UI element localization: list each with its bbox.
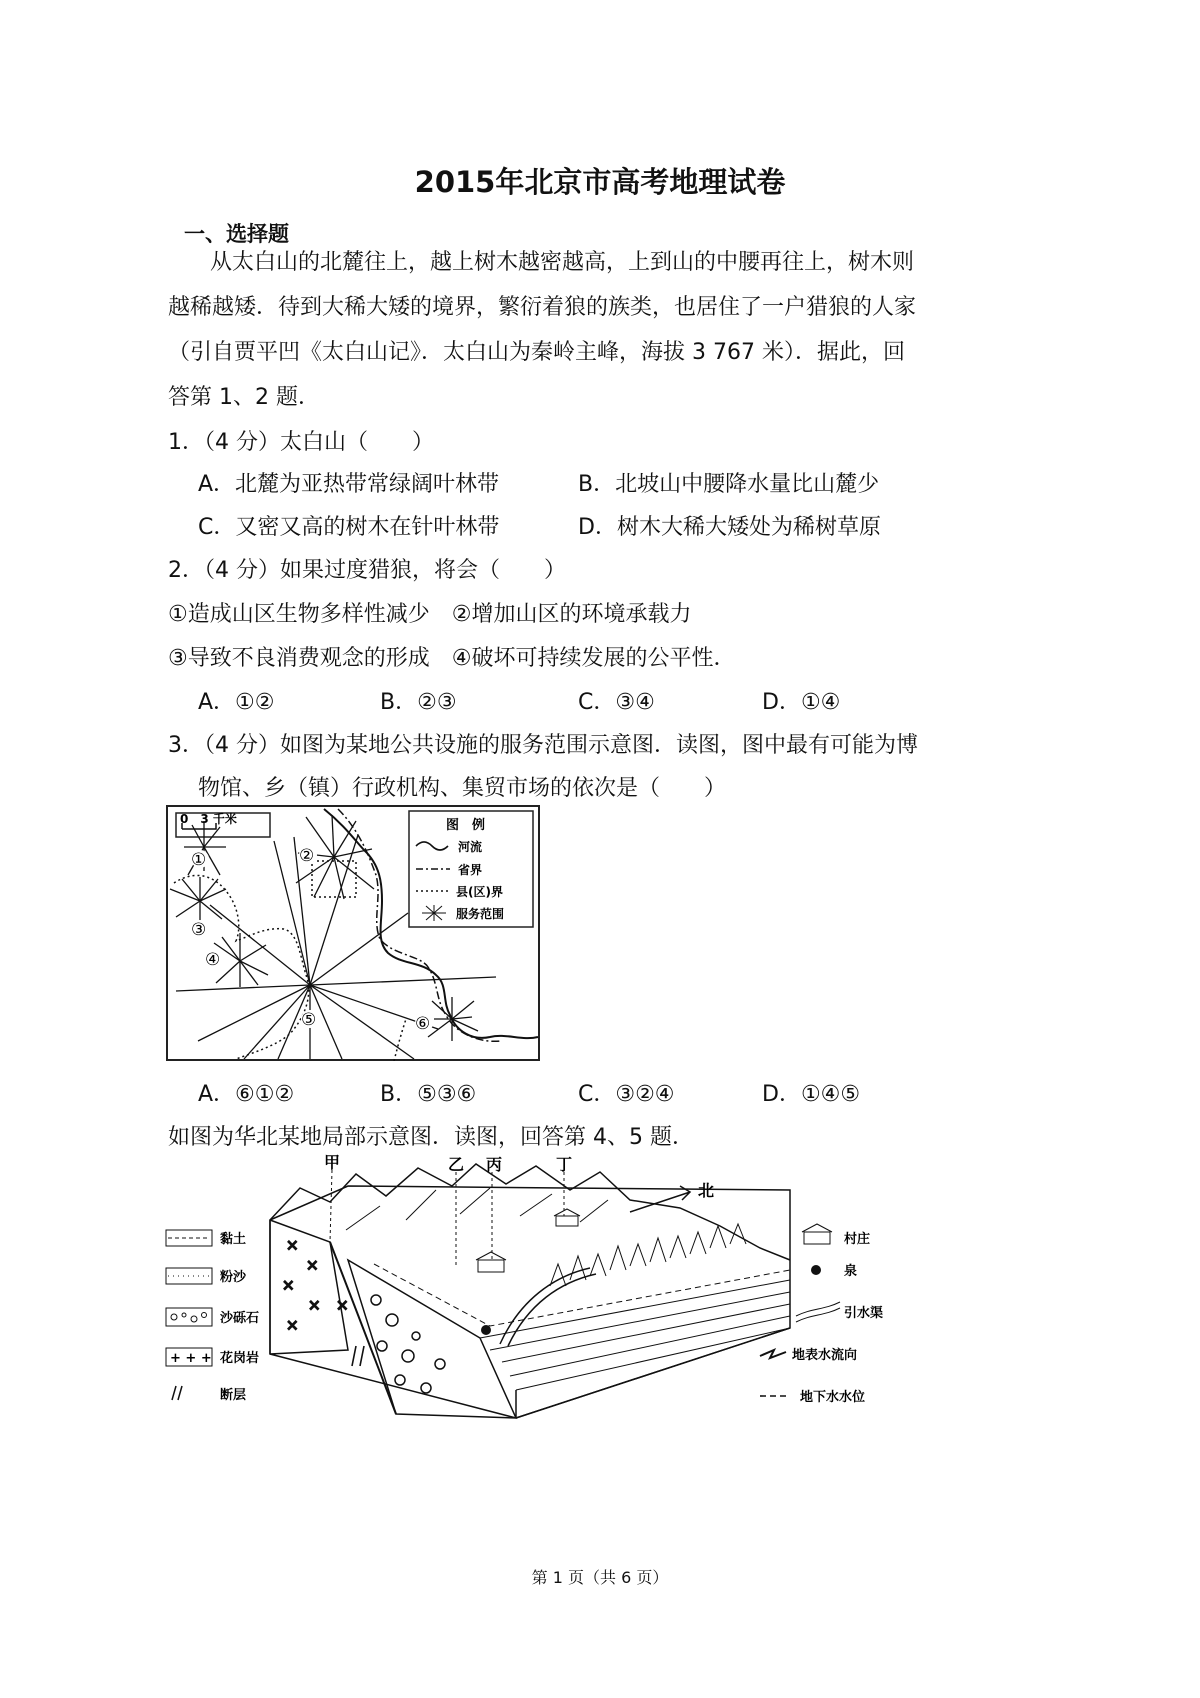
question-2-option-d: D．①④ [762,690,841,715]
legend-surface-flow-symbol [760,1350,786,1358]
legend-title: 图 例 [446,818,486,833]
legend-spring-symbol [811,1265,821,1275]
page-title: 2015年北京市高考地理试卷 [414,165,786,199]
map-marker-6: ⑥ [415,1014,431,1034]
svg-text:×: × [282,1276,295,1294]
label-yi: 乙 [448,1155,465,1174]
question-3-stem-line-1: 3．（4 分）如图为某地公共设施的服务范围示意图．读图，图中最有可能为博 [168,733,918,758]
question-1-option-d: D．树木大稀大矮处为稀树草原 [578,515,881,540]
svg-text:+ + +: + + + [170,1351,212,1366]
map-marker-4: ④ [205,950,221,970]
legend-service-range-label: 服务范围 [456,907,505,921]
svg-text:×: × [308,1296,321,1314]
label-bing: 丙 [486,1155,503,1174]
map-marker-3: ③ [191,920,207,940]
question-2-statements-1: ①造成山区生物多样性减少 ②增加山区的环境承载力 [168,602,692,627]
service-range-map [166,805,540,1061]
question-2-option-a: A．①② [198,690,275,715]
legend-county-border-label: 县(区)界 [456,885,503,899]
svg-text:×: × [286,1316,299,1334]
question-2-statements-2: ③导致不良消费观念的形成 ④破坏可持续发展的公平性． [168,646,736,671]
question-2-option-c: C．③④ [578,690,655,715]
intro-line-4: 答第 1、2 题． [168,385,320,410]
map-marker-2: ② [299,846,315,866]
label-jia: 甲 [324,1153,341,1172]
legend-river-label: 河流 [458,840,483,854]
question-3-stem-line-2: 物馆、乡（镇）行政机构、集贸市场的依次是（ ） [198,776,727,801]
question-1-stem: 1．（4 分）太白山（ ） [168,430,434,455]
intro-line-3: （引自贾平凹《太白山记》．太白山为秦岭主峰，海拔 3 767 米）．据此，回 [168,340,905,365]
legend-canal-symbol [796,1302,840,1322]
label-ding: 丁 [556,1155,573,1174]
intro-line-2: 越稀越矮．待到大稀大矮的境界，繁衍着狼的族类，也居住了一户猎狼的人家 [168,295,917,320]
question-1-option-a: A．北麓为亚热带常绿阔叶林带 [198,472,500,497]
block-body [270,1164,790,1418]
legend-spring-label: 泉 [844,1264,858,1279]
page-footer: 第 1 页（共 6 页） [531,1568,669,1587]
question-3-option-d: D．①④⑤ [762,1082,861,1107]
north-label: 北 [698,1181,715,1200]
svg-text:×: × [306,1256,319,1274]
question-1-option-c: C．又密又高的树木在针叶林带 [198,515,500,540]
map-marker-1: ① [191,850,207,870]
spring-marker [481,1325,491,1335]
map-legend [409,811,533,927]
legend-silt-label: 粉沙 [220,1270,247,1285]
question-3-option-a: A．⑥①② [198,1082,295,1107]
question-3-option-c: C．③②④ [578,1082,675,1107]
scale-label: 0 3 千米 [180,812,237,826]
svg-text:×: × [286,1236,299,1254]
legend-fault-label: 断层 [220,1388,247,1403]
section-heading: 一、选择题 [184,222,289,246]
legend-water-table-label: 地下水水位 [800,1390,866,1405]
legend-province-border-label: 省界 [458,863,483,877]
legend-granite-label: 花岗岩 [220,1351,260,1366]
legend-clay-label: 黏土 [220,1232,247,1247]
legend-village-symbol [804,1232,830,1244]
left-legend [166,1230,259,1403]
legend-gravel-label: 沙砾石 [220,1311,260,1326]
legend-village-label: 村庄 [844,1232,871,1247]
legend-canal-label: 引水渠 [844,1306,884,1321]
svg-text:×: × [336,1296,349,1314]
question-1-option-b: B．北坡山中腰降水量比山麓少 [578,472,880,497]
question-2-stem: 2．（4 分）如果过度猎狼，将会（ ） [168,558,566,583]
map-marker-5: ⑤ [301,1010,317,1030]
legend-fault-symbol [172,1386,182,1400]
intro-line-1: 从太白山的北麓往上，越上树木越密越高，上到山的中腰再往上，树木则 [210,250,915,275]
block-diagram [160,1150,900,1420]
legend-surface-flow-label: 地表水流向 [792,1348,858,1363]
question-2-option-b: B．②③ [380,690,457,715]
question-4-5-intro: 如图为华北某地局部示意图．读图，回答第 4、5 题． [168,1125,694,1150]
question-3-option-b: B．⑤③⑥ [380,1082,477,1107]
